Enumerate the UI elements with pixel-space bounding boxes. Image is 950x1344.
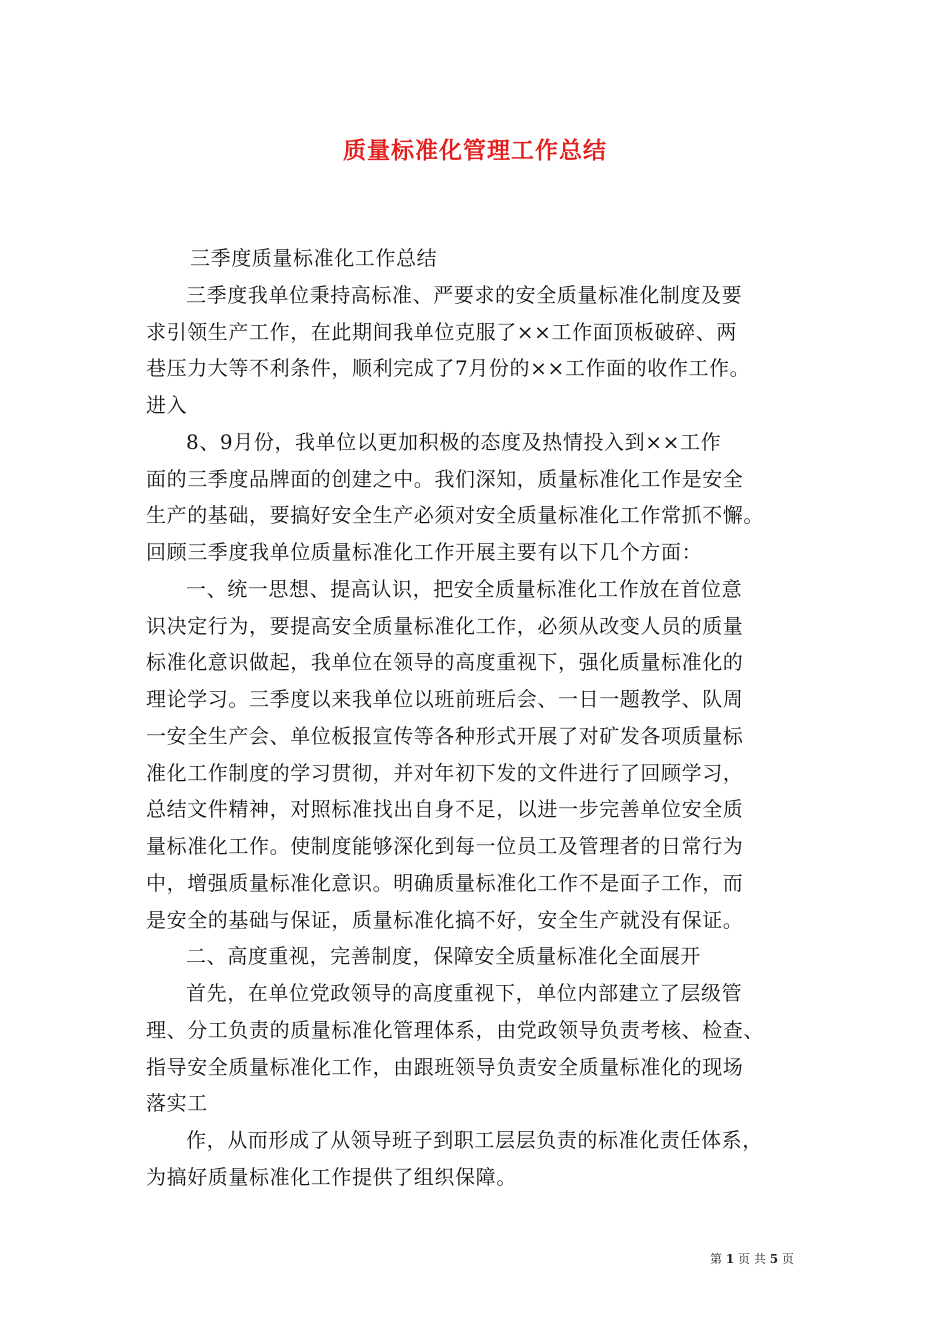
paragraph-line: 理、分工负责的质量标准化管理体系，由党政领导负责考核、检查、 <box>146 1017 764 1042</box>
paragraph-line: 理论学习。三季度以来我单位以班前班后会、一日一题教学、队周 <box>146 687 744 711</box>
footer-prefix: 第 <box>710 1252 723 1266</box>
paragraph-line: 作，从而形成了从领导班子到职工层层负责的标准化责任体系， <box>186 1128 763 1152</box>
paragraph-line: 总结文件精神，对照标准找出自身不足，以进一步完善单位安全质 <box>146 797 744 822</box>
paragraph-line: 一、统一思想、提高认识，把安全质量标准化工作放在首位意 <box>186 576 743 601</box>
paragraph-line: 准化工作制度的学习贯彻，并对年初下发的文件进行了回顾学习， <box>146 760 744 785</box>
footer-suffix: 页 <box>781 1252 794 1266</box>
paragraph-line: 求引领生产工作，在此期间我单位克服了××工作面顶板破碎、两 <box>146 319 737 344</box>
paragraph-line: 三季度我单位秉持高标准、严要求的安全质量标准化制度及要 <box>186 282 743 307</box>
paragraph-line: 一安全生产会、单位板报宣传等各种形式开展了对矿发各项质量标 <box>146 723 744 748</box>
document-title: 质量标准化管理工作总结 <box>343 137 607 164</box>
paragraph-line: 为搞好质量标准化工作提供了组织保障。 <box>146 1164 517 1189</box>
paragraph-line: 是安全的基础与保证，质量标准化搞不好，安全生产就没有保证。 <box>146 907 744 932</box>
paragraph-line: 标准化意识做起，我单位在领导的高度重视下，强化质量标准化的 <box>146 650 744 675</box>
document-body <box>146 240 811 1196</box>
paragraph-line: 8、9月份，我单位以更加积极的态度及热情投入到××工作 <box>186 429 722 454</box>
page-footer <box>710 1250 794 1267</box>
section-heading: 二、高度重视，完善制度，保障安全质量标准化全面展开 <box>186 944 701 969</box>
footer-page-number: 1 <box>725 1252 735 1266</box>
paragraph-line: 生产的基础，要搞好安全生产必须对安全质量标准化工作常抓不懈。 <box>146 503 764 528</box>
paragraph-line: 中，增强质量标准化意识。明确质量标准化工作不是面子工作，而 <box>146 870 744 895</box>
paragraph-line: 回顾三季度我单位质量标准化工作开展主要有以下几个方面： <box>146 540 703 564</box>
paragraph-line: 首先，在单位党政领导的高度重视下，单位内部建立了层级管 <box>186 981 743 1005</box>
paragraph-line: 巷压力大等不利条件，顺利完成了7月份的××工作面的收作工作。 <box>146 356 751 381</box>
footer-middle: 页 共 <box>738 1252 766 1266</box>
paragraph-line: 量标准化工作。使制度能够深化到每一位员工及管理者的日常行为 <box>146 834 744 858</box>
footer-total-pages: 5 <box>769 1252 779 1266</box>
section-subtitle: 三季度质量标准化工作总结 <box>190 246 438 270</box>
paragraph-line: 落实工 <box>146 1091 208 1116</box>
paragraph-line: 进入 <box>146 393 188 417</box>
paragraph-line: 面的三季度品牌面的创建之中。我们深知，质量标准化工作是安全 <box>146 466 744 491</box>
paragraph-line: 指导安全质量标准化工作，由跟班领导负责安全质量标准化的现场 <box>146 1054 744 1079</box>
paragraph-line: 识决定行为，要提高安全质量标准化工作，必须从改变人员的质量 <box>146 613 744 638</box>
